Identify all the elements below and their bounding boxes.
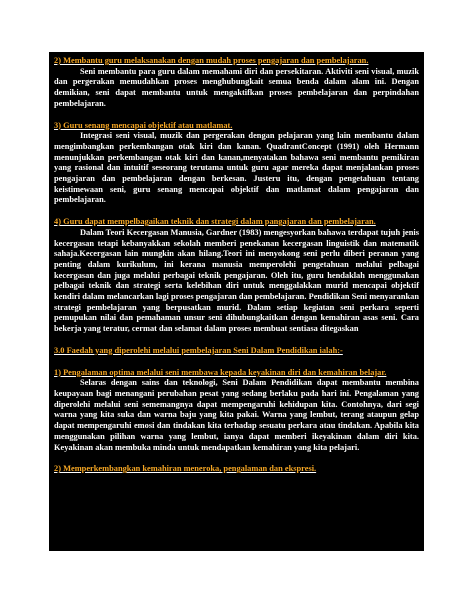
- spacer: [54, 357, 419, 368]
- section-body-2: Seni membantu para guru dalam memahami diri dan persekitaran. Aktiviti seni visual, muzik dan pergerakan memudahkan proses menghubungkait semua benda dalam alam ini. Dengan demikian, seni dapat membantu untuk mengaktifkan proses pembelajaran dan perpindahan pembelajaran.: [54, 66, 419, 108]
- point-heading-2: 2) Memperkembangkan kemahiran meneroka, pengalaman dan ekspresi.: [54, 464, 317, 474]
- section-body-4: Dalam Teori Kecergasan Manusia, Gardner (1983) mengesyorkan bahawa terdapat tujuh jenis kecergasan tetapi kebanyakkan sekolah memberi penekanan kecergasan linguistik dan matematik sahaja.Kecergasan lain mungkin akan hilang.Teori ini menyokong seni perlu diberi peranan yang penting dalam kurikulum, ini kerana manusia memperolehi pengetahuan melalui pelbagai kecergasan dan juga melalui perbagai teknik pengajaran. Oleh itu, guru hendaklah menggunakan pelbagai teknik dan strategi serta kelebihan diri untuk menggalakkan murid mencapai objektif kendiri dalam melancarkan lagi proses pengajaran dan pembelajaran. Pendidikan Seni menyarankan strategi pembelajaran yang berpusatkan murid. Dalam setiap kegiatan seni perkara seperti pemupukan nilai dan pemahaman unsur seni dihubungkaitkan dengan kemahiran asas seni. Cara bekerja yang teratur, cermat dan selamat dalam proses membuat sentiasa ditegaskan: [54, 227, 419, 334]
- section-heading-4: 4) Guru dapat mempelbagaikan teknik dan strategi dalam pangajaran dan pembelajaran.: [54, 217, 376, 227]
- section-body-3: Integrasi seni visual, muzik dan pergerakan dengan pelajaran yang lain membantu dalam mengimbangkan perkembangan otak kiri dan kanan. QuadrantConcept (1991) oleh Hermann menunjukkan perkembangan otak kiri dan kanan,menyatakan bahawa seni membantu pemikiran yang rasional dan intuitif seseorang terutama untuk guru agar mereka dapat menjalankan proses pengajaran dan pembelajaran dengan berkesan. Justeru itu, dengan pengetahuan tentang keistimewaan seni, guru senang mencapai objektif dan matlamat dalam pengajaran dan pembelajaran.: [54, 131, 419, 205]
- subsection-title: 3.0 Faedah yang diperolehi melalui pembelajaran Seni Dalam Pendidikan ialah:-: [54, 345, 343, 355]
- point-body-1: Selaras dengan sains dan teknologi, Seni Dalam Pendidikan dapat membantu membina keupayaan bagi menangani perubahan pesat yang sedang berlaku pada hari ini. Pengalaman yang diperolehi melalui seni sememangnya dapat mempengaruhi kehidupan kita. Contohnya, dari segi warna yang kita suka dan warna baju yang kita pakai. Warna yang lembut, terang ataupun gelap dapat mempengaruhi emosi dan tindakan kita terhadap sesuatu perkara atau tindakan. Apabila kita menggunakan pilihan warna yang lembut, ianya dapat memberi ikeyakinan dalam diri kita. Keyakinan akan membuka minda untuk mendapatkan kemahiran yang kita pelajari.: [54, 378, 419, 452]
- section-heading-2: 2) Membantu guru melaksanakan dengan mudah proses pengajaran dan pembelajaran.: [54, 56, 369, 65]
- spacer: [54, 453, 419, 464]
- spacer: [54, 335, 419, 346]
- section-heading-3: 3) Guru senang mencapai objektif atau matlamat.: [54, 120, 233, 130]
- point-heading-1: 1) Pengalaman optima melalui seni membawa kepada keyakinan diri dan kemahiran belajar.: [54, 367, 387, 377]
- spacer: [54, 206, 419, 217]
- spacer: [54, 110, 419, 121]
- document-page: [49, 52, 424, 551]
